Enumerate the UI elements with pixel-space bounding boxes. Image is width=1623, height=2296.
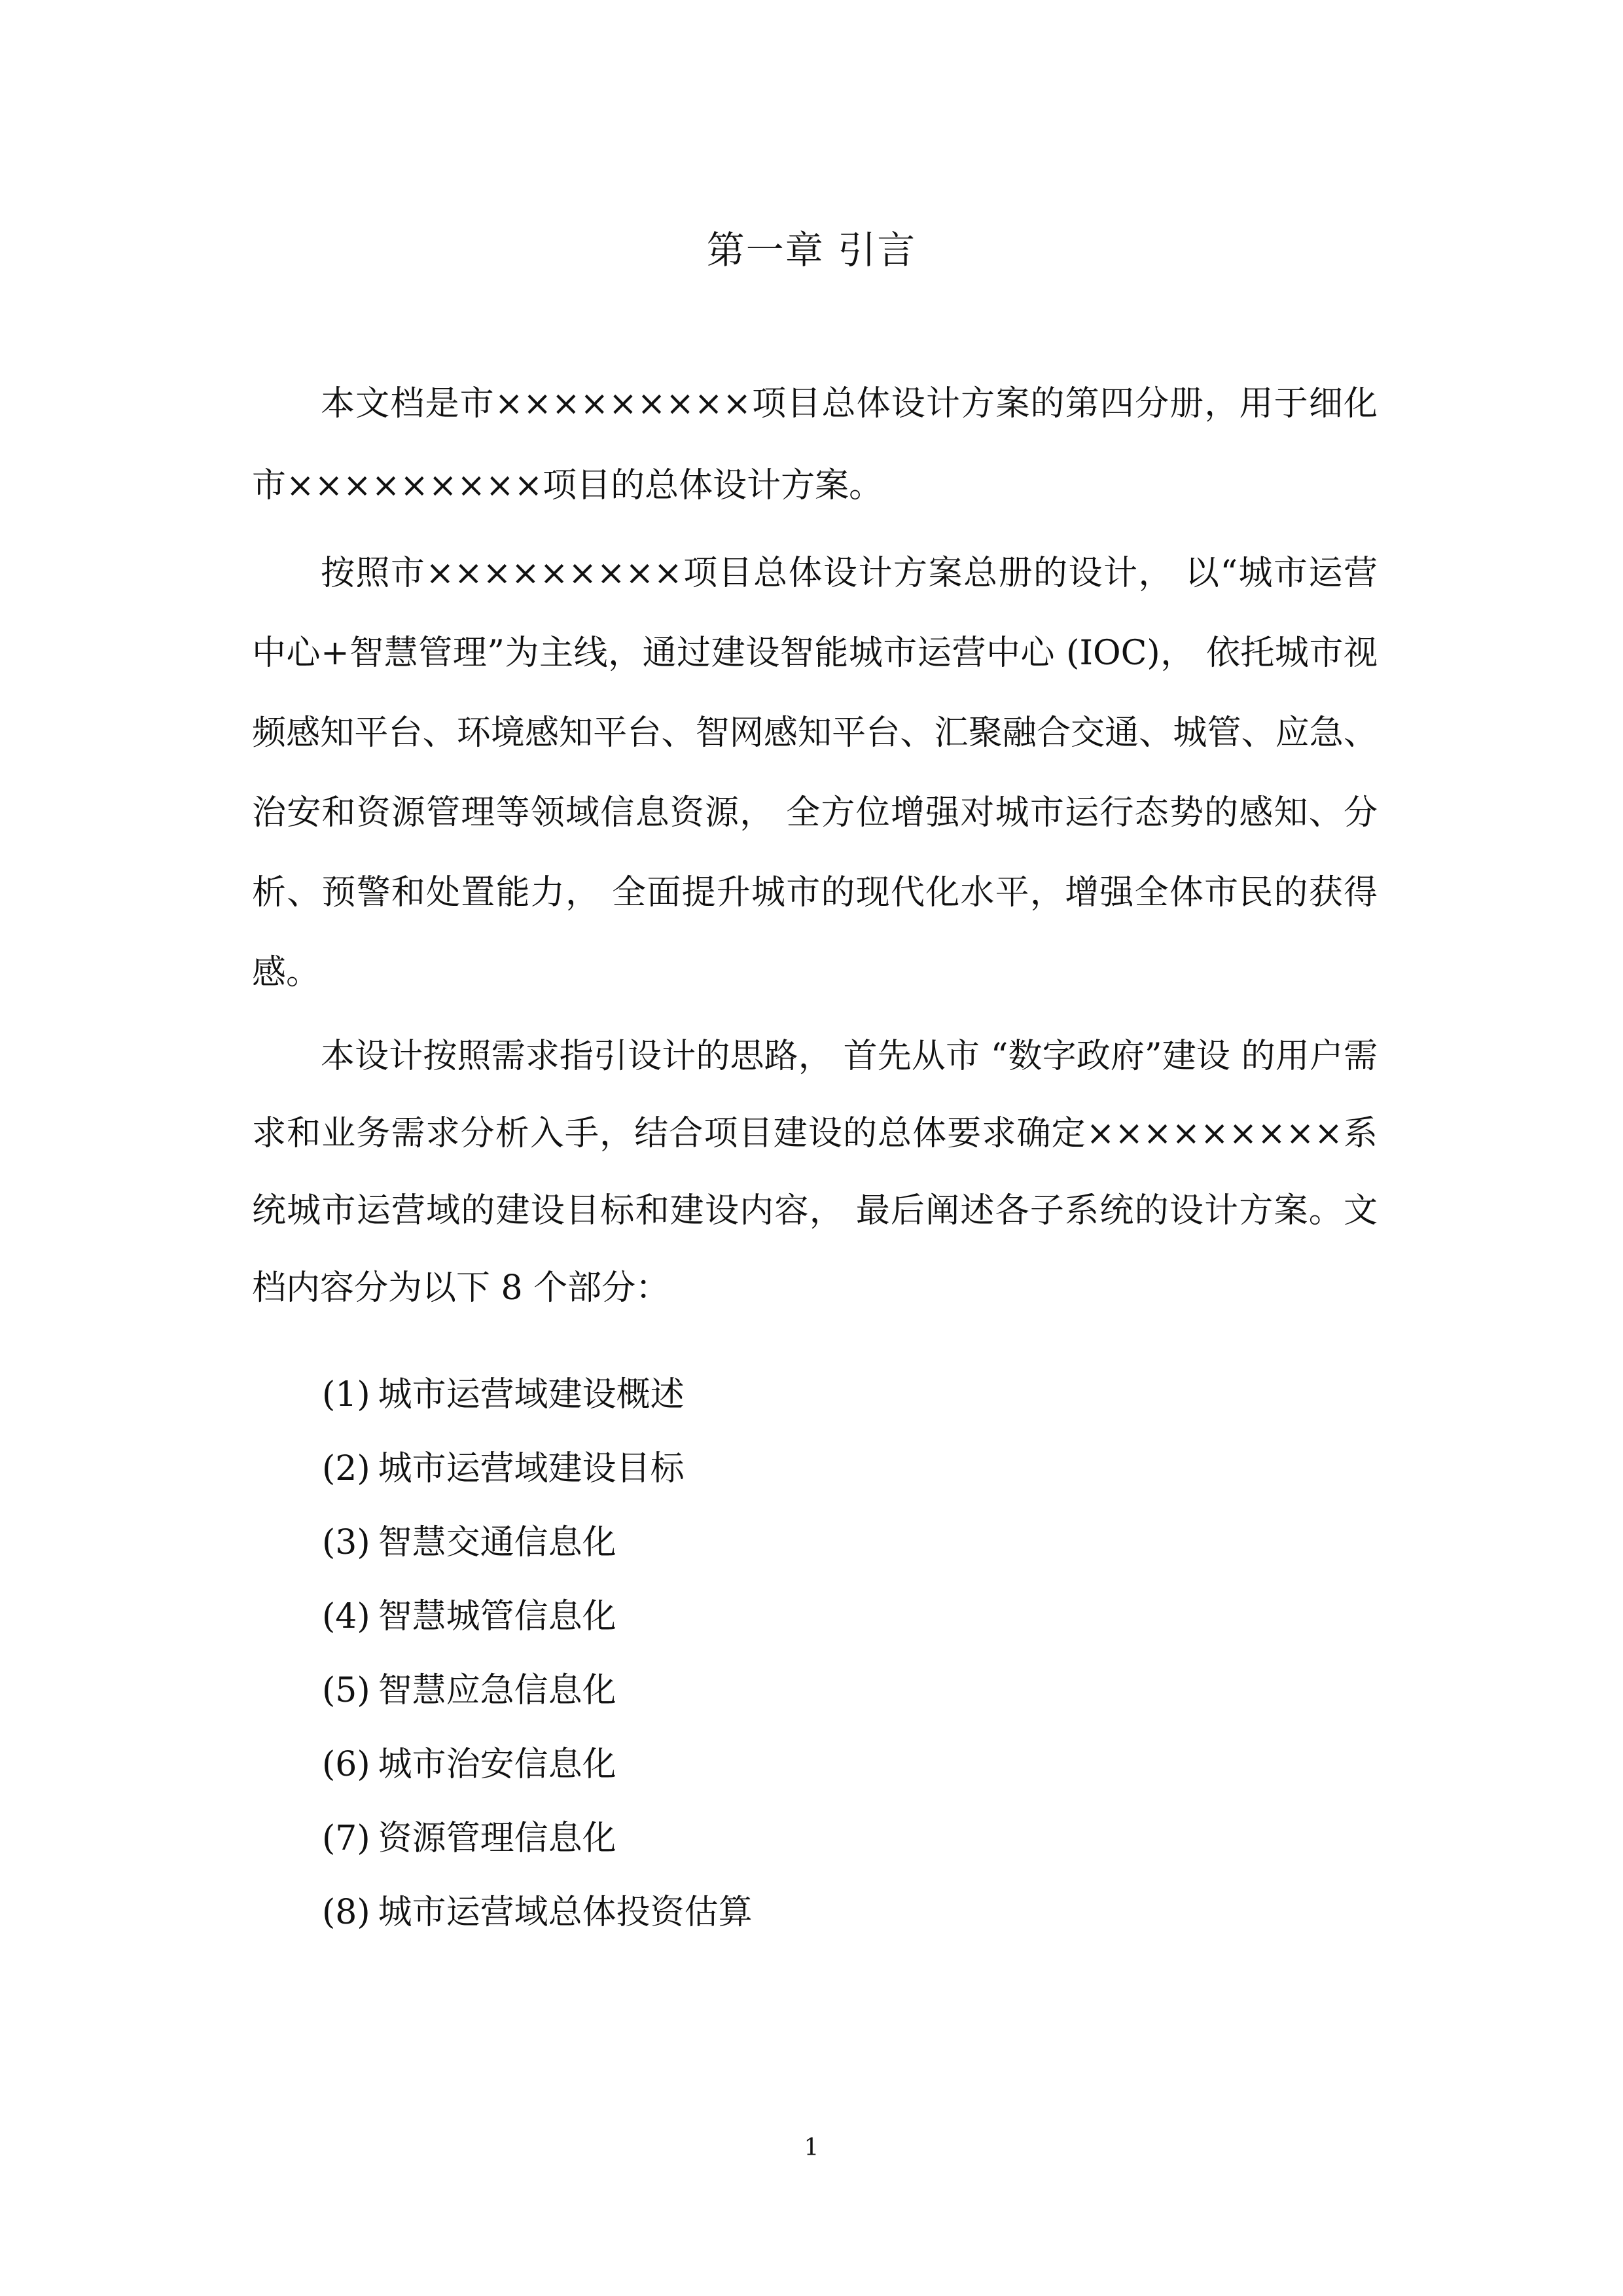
list-item-number: (6) <box>322 1745 370 1784</box>
contents-list <box>322 1358 753 1950</box>
list-item <box>322 1580 753 1654</box>
list-item-text: 城市运营域建设目标 <box>378 1449 685 1488</box>
list-item-number: (8) <box>322 1893 370 1932</box>
list-item-number: (2) <box>322 1449 370 1488</box>
list-item-number: (3) <box>322 1523 370 1562</box>
list-item <box>322 1728 753 1802</box>
list-item <box>322 1358 753 1432</box>
intro-paragraph: 本文档是市×××××××××项目总体设计方案的第四分册，用于细化市×××××××××项目的总体设计方案。 <box>252 384 1378 505</box>
list-item-number: (4) <box>322 1597 370 1636</box>
page-number: 1 <box>804 2134 819 2161</box>
list-item-number: (7) <box>322 1819 370 1858</box>
list-item-text: 城市运营域总体投资估算 <box>378 1893 753 1932</box>
list-item <box>322 1802 753 1876</box>
list-item-text: 城市运营域建设概述 <box>378 1375 685 1414</box>
design-basis-paragraph: 按照市×××××××××项目总体设计方案总册的设计， 以“城市运营中心+智慧管理”为主线，通过建设智能城市运营中心 (IOC)， 依托城市视频感知平台、环境感知平台、智网感知平台、汇聚融合交通、城管、应急、治安和资源管理等领域信息资源， 全方位增强对城市运行态势的感知、分析、预警和处置能力， 全面提升城市的现代化水平，增强全体市民的获得感。 <box>252 554 1378 992</box>
list-item <box>322 1876 753 1950</box>
list-item-text: 智慧应急信息化 <box>378 1671 616 1710</box>
list-item <box>322 1506 753 1580</box>
list-item <box>322 1432 753 1506</box>
list-item-text: 智慧城管信息化 <box>378 1597 616 1636</box>
list-item <box>322 1654 753 1728</box>
list-item-text: 城市治安信息化 <box>378 1745 616 1784</box>
list-item-number: (1) <box>322 1375 370 1414</box>
design-approach-paragraph: 本设计按照需求指引设计的思路， 首先从市 “数字政府”建设 的用户需求和业务需求分析入手，结合项目建设的总体要求确定×××××××××系统城市运营域的建设目标和建设内容， 最后阐述各子系统的设计方案。文档内容分为以下 8 个部分： <box>252 1037 1378 1308</box>
chapter-title: 第一章 引言 <box>706 228 917 272</box>
list-item-text: 智慧交通信息化 <box>378 1523 616 1562</box>
list-item-number: (5) <box>322 1671 370 1710</box>
list-item-text: 资源管理信息化 <box>378 1819 616 1858</box>
